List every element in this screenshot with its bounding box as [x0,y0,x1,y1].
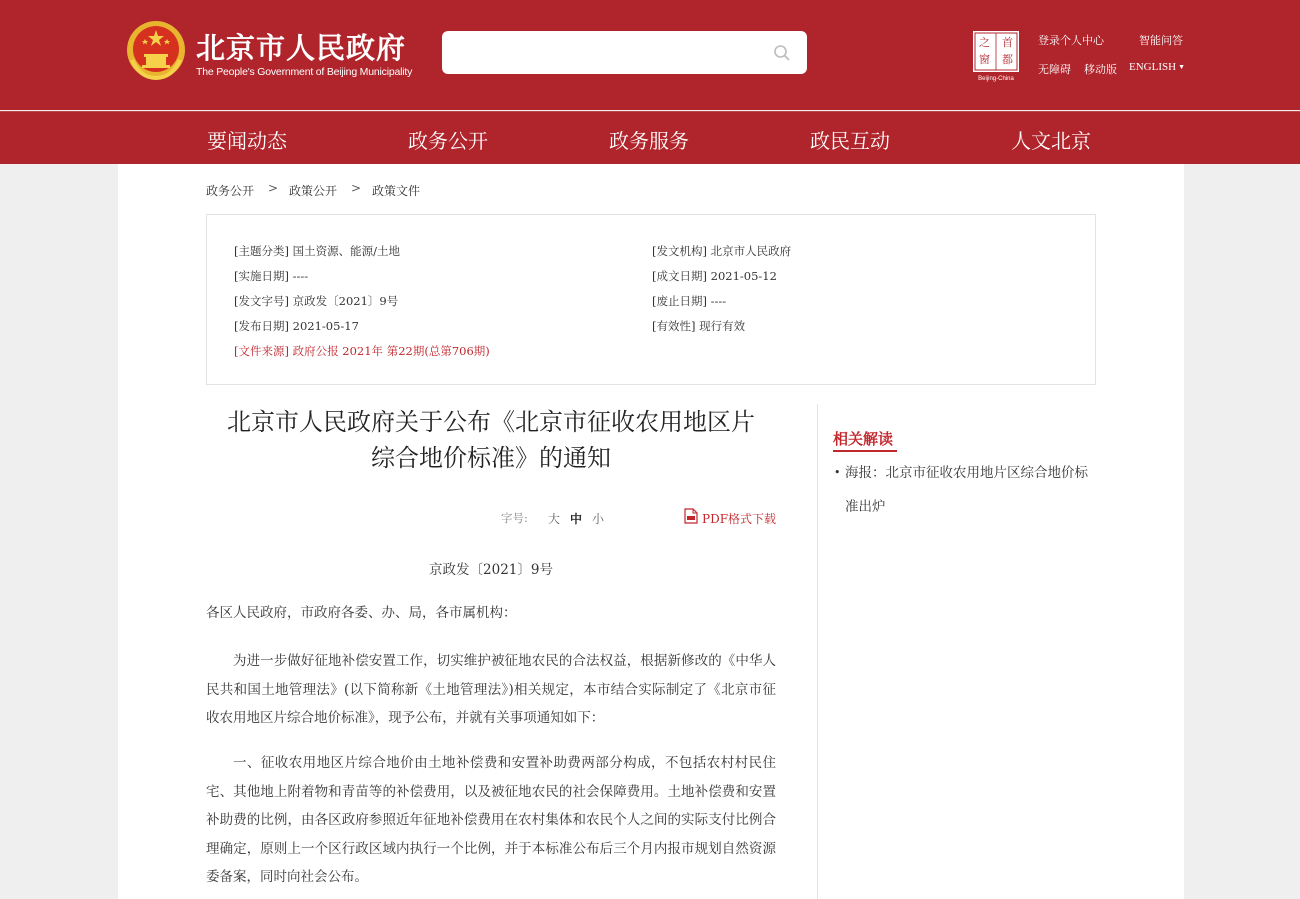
capital-window-badge[interactable] [972,30,1020,82]
caret-down-icon: ▼ [1178,63,1185,71]
font-size-medium-button[interactable]: 中 [570,512,583,526]
related-reading-link[interactable]: 海报：北京市征收农用地片区综合地价标准出炉 [845,465,1088,515]
meta-repeal-date: [废止日期] ---- [652,294,727,308]
article-paragraph: 一、征收农用地区片综合地价由土地补偿费和安置补助费两部分构成，不包括农村村民住宅、其他地上附着物和青苗等的补偿费用，以及被征地农民的社会保障费用。土地补偿费和安置补助费的比例，由各区政府参照近年征地补偿费用在农村集体和农民个人之间的实际支付比例合理确定，原则上一个区行政区域内执行一个比例，并于本标准公布后三个月内报市规划自然资源委备案，同时向社会公布。 [206,755,776,885]
nav-item-culture[interactable]: 人文北京 [1011,129,1091,153]
nav-item-gov-affairs[interactable]: 政务公开 [408,129,488,153]
accessibility-link[interactable]: 无障碍 [1038,63,1071,76]
article-salutation: 各区人民政府，市政府各委、办、局，各市属机构： [206,605,517,621]
bullet-icon: • [834,466,841,479]
badge-char: 窗 [979,53,990,66]
related-reading-title: 相关解读 [833,430,894,448]
nav-item-news[interactable]: 要闻动态 [207,129,287,153]
search-input[interactable] [454,39,754,66]
article-paragraph: 为进一步做好征地补偿安置工作，切实维护被征地农民的合法权益，根据新修改的《中华人民共和国土地管理法》(以下简称新《土地管理法》)相关规定，本市结合实际制定了《北京市征收农用地区片综合地价标准》，现予公布，并就有关事项通知如下： [206,653,776,726]
article-title-line: 北京市人民政府关于公布《北京市征收农用地区片 [227,408,755,436]
meta-publish-date: [发布日期] 2021-05-17 [234,319,359,333]
related-reading-underline [833,450,897,452]
english-label: ENGLISH [1129,61,1177,73]
breadcrumb-item[interactable]: 政策公开 [289,184,338,198]
meta-doc-number: [发文字号] 京政发〔2021〕9号 [234,294,399,308]
search-icon[interactable] [773,44,791,62]
nav-item-interaction[interactable]: 政民互动 [810,129,890,153]
breadcrumb-item[interactable]: 政策文件 [372,184,421,198]
meta-written-date: [成文日期] 2021-05-12 [652,269,777,283]
breadcrumb-item[interactable]: 政务公开 [206,184,255,198]
english-dropdown[interactable] [1129,61,1185,73]
font-size-small-button[interactable]: 小 [592,512,605,526]
font-size-label: 字号: [501,511,528,525]
meta-validity: [有效性] 现行有效 [652,319,746,333]
breadcrumb-separator: > [268,181,279,195]
document-number: 京政发〔2021〕9号 [429,562,553,578]
badge-char: 首 [1002,36,1013,49]
site-header [0,0,1300,110]
mobile-version-link[interactable]: 移动版 [1084,63,1117,76]
badge-char: 都 [1002,53,1013,66]
site-logo-subtitle[interactable]: The People's Government of Beijing Municipality [196,66,413,78]
article-title-line: 综合地价标准》的通知 [371,444,611,472]
breadcrumb-separator: > [351,181,362,195]
site-logo-title[interactable]: 北京市人民政府 [196,31,407,65]
meta-topic: [主题分类] 国土资源、能源/土地 [234,244,401,258]
nav-item-gov-services[interactable]: 政务服务 [609,129,689,153]
national-emblem-icon[interactable] [126,20,186,82]
column-divider [817,404,818,899]
main-content [118,164,1184,899]
badge-en-text: Beijing-China [978,76,1014,82]
article-title [206,404,776,476]
main-nav [0,111,1300,164]
meta-effective-date: [实施日期] ---- [234,269,309,283]
search-box [442,31,807,74]
login-link[interactable]: 登录个人中心 [1038,34,1104,47]
badge-char: 之 [979,36,990,49]
meta-source-link[interactable]: [文件来源] 政府公报 2021年 第22期(总第706期) [234,344,490,358]
document-meta-box [206,214,1096,385]
pdf-icon[interactable] [684,508,698,524]
pdf-download-link[interactable]: PDF格式下载 [702,512,777,526]
meta-issuer: [发文机构] 北京市人民政府 [652,244,792,258]
related-reading-item[interactable] [834,456,1094,524]
font-size-large-button[interactable]: 大 [548,512,561,526]
smart-qa-link[interactable]: 智能问答 [1139,34,1183,47]
